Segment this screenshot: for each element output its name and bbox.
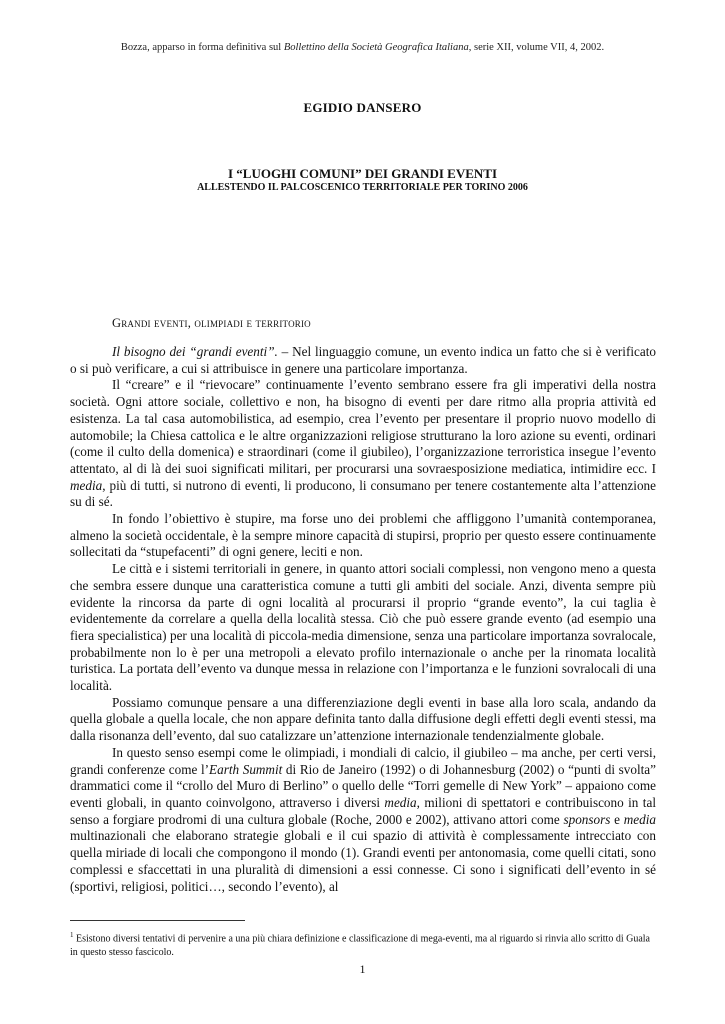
- paragraph-6: [70, 745, 656, 895]
- paragraph-6-text-e: multinazionali che elaborano strategie globali e il cui spazio di attività è complessamente intrecciato con quella miriade di locali che compongono il mondo (1). Grandi eventi per antonomasia, come quelli citati, sono complessi e sfaccettati in una pluralità di dimensioni a essi connesse. Ci sono i significati dell’evento in sé (sportivi, religiosi, politici…, secondo l’evento), al: [70, 828, 656, 894]
- section-heading: Grandi eventi, olimpiadi e territorio: [112, 316, 311, 330]
- paragraph-6-text-b: di Rio de Janeiro (1992) o di Johannesburg (2002) o “punti di svolta” drammatici come il “crollo del Muro di Berlino” o quello delle “Torri gemelle di New York” – appaiono come eventi globali, in quanto coinvolgono, attraverso i diversi: [70, 761, 656, 810]
- footnote-divider: [70, 920, 245, 921]
- paragraph-2: [70, 377, 656, 511]
- emphasis-media: media: [70, 477, 103, 493]
- journal-name: Bollettino della Società Geografica Italiana: [283, 42, 469, 53]
- article-subtitle: ALLESTENDO IL PALCOSCENICO TERRITORIALE PER TORINO 2006: [197, 182, 528, 193]
- emphasis-media: media: [384, 794, 417, 810]
- emphasis-media: media: [623, 811, 656, 827]
- article-title: I “LUOGHI COMUNI” DEI GRANDI EVENTI: [227, 166, 498, 181]
- paragraph-5: Possiamo comunque pensare a una differenziazione degli eventi in base alla loro scala, andando da quella globale a quella locale, che non appare definita tanto dalla diffusione degli effetti degli eventi stessi, ma dalla risonanza dell’evento, dal suo catalizzare un’attenzione internazionale tendenzialmente globale.: [70, 694, 656, 744]
- publication-note-suffix: , serie XII, volume VII, 4, 2002.: [468, 42, 605, 53]
- author-name: EGIDIO DANSERO: [303, 100, 422, 115]
- paragraph-2-text-a: Il “creare” e il “rievocare” continuamente l’evento sembrano essere fra gli imperativi della nostra società. Ogni attore sociale, collettivo e non, ha bisogno di eventi per dare ritmo alla propria attività ed esistenza. La tal casa automobilistica, ad esempio, crea l’evento per presentare il proprio nuovo modello di automobile; la Chiesa cattolica e le altre organizzazioni religiose strutturano la loro azione su eventi, ordinari (come il culto della domenica) e straordinari (come il giubileo), l’organizzazione terroristica insegue l’evento attentato, al di là dei suoi significati militari, per procurarsi una sovraesposizione mediatica, intimidire ecc. I: [70, 377, 656, 476]
- paragraph-lead: Il bisogno dei “grandi eventi”.: [112, 344, 278, 359]
- paragraph-3: In fondo l’obiettivo è stupire, ma forse uno dei problemi che affliggono l’umanità contemporanea, almeno la società occidentale, è la sempre minore capacità di stupirsi, proprio per questo essere continuamente sollecitati da “stupefacenti” di ogni genere, leciti e non.: [70, 511, 656, 560]
- publication-note-prefix: Bozza, apparso in forma definitiva sul: [120, 42, 284, 53]
- emphasis-earth-summit: Earth Summit: [209, 761, 283, 777]
- emphasis-sponsors: sponsors: [563, 811, 611, 827]
- footnote: [70, 928, 656, 960]
- paragraph-6-text-a: In questo senso esempi come le olimpiadi, i mondiali di calcio, il giubileo – ma anche, per certi versi, grandi conferenze come l’: [70, 744, 656, 777]
- page-number: 1: [359, 962, 366, 976]
- article-body: [70, 344, 656, 895]
- paragraph-1: [70, 344, 656, 377]
- publication-note: [0, 42, 725, 53]
- footnote-marker: 1: [70, 931, 74, 939]
- paragraph-6-text-c: , milioni di spettatori e contribuiscono in tal senso a forgiare prodromi di una cultura globale (Roche, 2000 e 2002), attivano attori come: [70, 794, 656, 827]
- paragraph-2-text-b: , più di tutti, si nutrono di eventi, li producono, li consumano per tenere costantemente alta l’attenzione su di sé.: [70, 477, 656, 510]
- paragraph-6-text-d: e: [610, 811, 624, 827]
- paragraph-1-text: – Nel linguaggio comune, un evento indica un fatto che si è verificato o si può verificare, a cui si attribuisce in genere una particolare importanza.: [70, 344, 656, 376]
- paragraph-4: Le città e i sistemi territoriali in genere, in quanto attori sociali complessi, non vengono meno a questa che sembra essere dunque una caratteristica comune a tutti gli ambiti del sociale. Anzi, diventa sempre più evidente la rincorsa da parte di ogni località al procurarsi il proprio “grande evento”, la cui taglia è evidentemente da correlare a quella della località stessa. Ciò che può essere grande evento (ad esempio una fiera specialistica) per una località di piccola-media dimensione, senza una particolare importanza sovralocale, probabilmente non lo è per una metropoli a elevato profilo internazionale o anche per la rinomata località turistica. La portata dell’evento va dunque messa in relazione con l’importanza e le funzioni sovralocali di una località.: [70, 561, 656, 694]
- footnote-text: Esistono diversi tentativi di pervenire a una più chiara definizione e classificazione di mega-eventi, ma al riguardo si rinvia allo scritto di Guala in questo stesso fascicolo.: [70, 933, 650, 959]
